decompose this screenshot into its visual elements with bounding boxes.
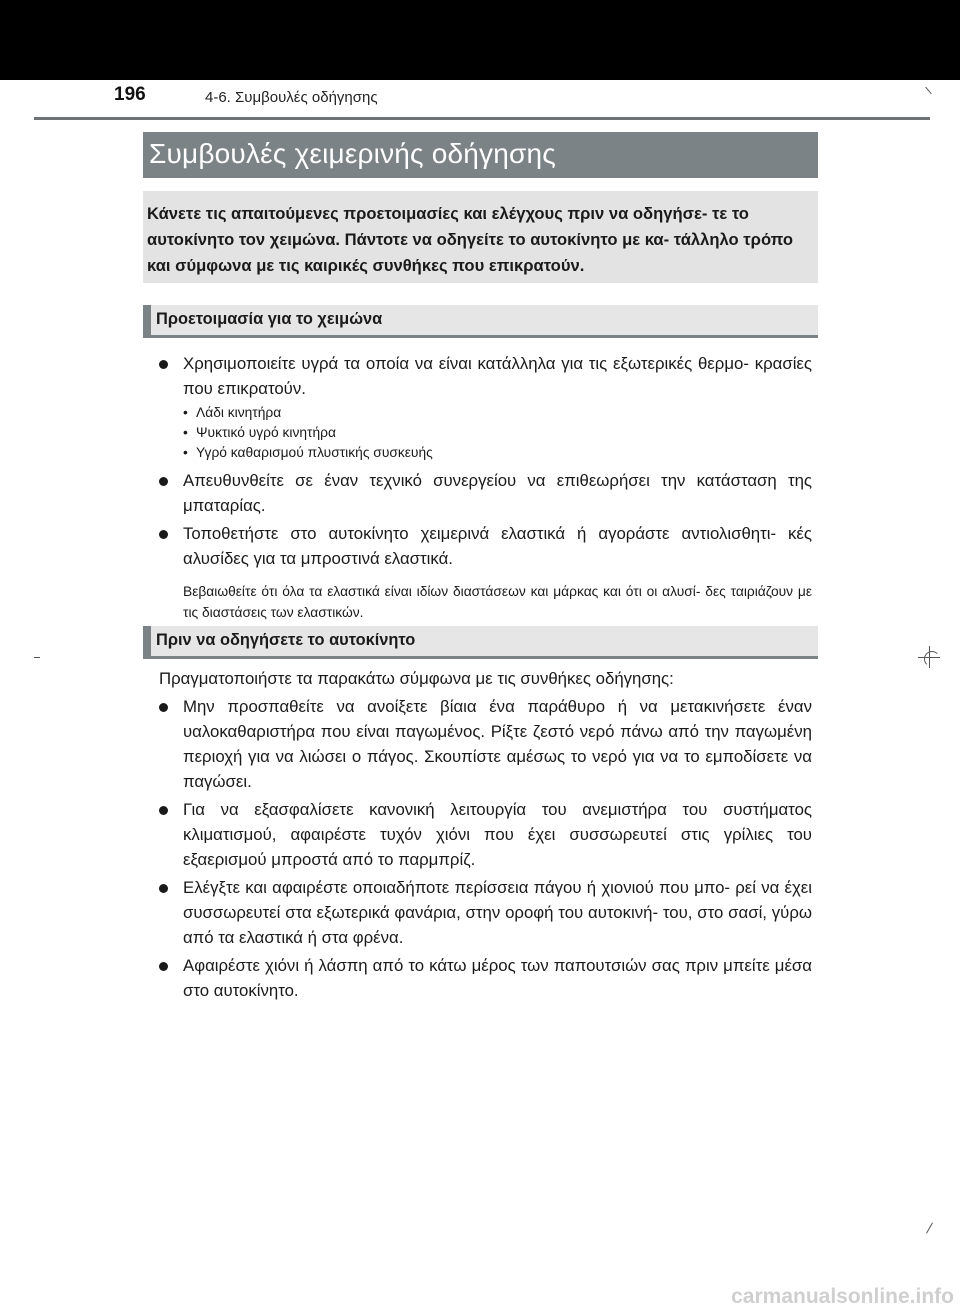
site-watermark: carmanualsonline.info (731, 1285, 954, 1308)
section-title-before-driving: Πριν να οδηγήσετε το αυτοκίνητο (156, 631, 416, 649)
list-item-text: Απευθυνθείτε σε έναν τεχνικό συνεργείου να επιθεωρήσει την κατάσταση της μπαταρίας. (183, 471, 812, 515)
list-item (159, 797, 812, 872)
section-title-winter-prep: Προετοιμασία για το χειμώνα (156, 310, 383, 328)
list-item-text: Τοποθετήστε στο αυτοκίνητο χειμερινά ελαστικά ή αγοράστε αντιολισθητι- κές αλυσίδες για τα μπροστινά ελαστικά. (183, 524, 812, 568)
sub-list-item: • Υγρό καθαρισμού πλυστικής συσκευής (183, 443, 812, 463)
bullet-icon (159, 884, 168, 893)
sub-list-item: • Ψυκτικό υγρό κινητήρα (183, 423, 812, 443)
section-header-winter-prep (143, 305, 818, 338)
list-item-text: Για να εξασφαλίσετε κανονική λειτουργία του ανεμιστήρα του συστήματος κλιματισμού, αφαιρέστε τυχόν χιόνι που έχει συσσωρευτεί στις γρίλιες του εξαερισμού μπροστά από το παρμπρίζ. (183, 800, 812, 869)
tire-note: Βεβαιωθείτε ότι όλα τα ελαστικά είναι ιδίων διαστάσεων και μάρκας και ότι οι αλυσί- δες ταιριάζουν με τις διαστάσεις των ελαστικών. (183, 584, 812, 620)
main-title: Συμβουλές χειμερινής οδήγησης (149, 138, 556, 169)
list-item (159, 351, 812, 401)
list-item-text: Αφαιρέστε χιόνι ή λάσπη από το κάτω μέρος των παπουτσιών σας πριν μπείτε μέσα στο αυτοκίνητο. (183, 956, 812, 1000)
bullet-icon (159, 703, 168, 712)
list-item (159, 953, 812, 1003)
header-rule (34, 117, 930, 120)
intro-box (143, 191, 818, 283)
list-item (159, 875, 812, 950)
bullet-icon (159, 806, 168, 815)
section-lead-text: Πραγματοποιήστε τα παρακάτω σύμφωνα με τις συνθήκες οδήγησης: (159, 669, 674, 688)
intro-text: Κάνετε τις απαιτούμενες προετοιμασίες και ελέγχους πριν να οδηγήσε- τε το αυτοκίνητο τον χειμώνα. Πάντοτε να οδηγείτε το αυτοκίνητο με κα- τάλληλο τρόπο και σύμφωνα με τις καιρικές συνθήκες που επικρατούν. (147, 204, 793, 275)
running-head: 4-6. Συμβουλές οδήγησης (205, 89, 378, 106)
list-item-text: Χρησιμοποιείτε υγρά τα οποία να είναι κατάλληλα για τις εξωτερικές θερμο- κρασίες που επικρατούν. (183, 354, 812, 398)
list-item (159, 468, 812, 518)
page-number: 196 (114, 84, 146, 105)
sub-list-item: • Λάδι κινητήρα (183, 403, 812, 423)
section-before-driving-content (159, 666, 812, 1003)
bullet-icon (159, 477, 168, 486)
bullet-icon (159, 962, 168, 971)
bullet-icon (159, 530, 168, 539)
crop-mark-left (34, 657, 40, 658)
crop-mark-top-right (925, 87, 932, 95)
main-title-bar (143, 132, 818, 178)
list-item-text: Ελέγξτε και αφαιρέστε οποιαδήποτε περίσσεια πάγου ή χιονιού που μπο- ρεί να έχει συσσωρευτεί στα εξωτερικά φανάρια, στην οροφή του αυτοκινή- του, στο σασί, γύρω από τα ελαστικά ή στα φρένα. (183, 878, 812, 947)
section-winter-prep-content (159, 351, 812, 623)
crop-mark-circle (924, 651, 940, 667)
bullet-icon (159, 360, 168, 369)
fluid-sub-list (183, 403, 812, 463)
list-item (159, 521, 812, 571)
section-header-before-driving (143, 626, 818, 659)
list-item-text: Μην προσπαθείτε να ανοίξετε βίαια ένα παράθυρο ή να μετακινήσετε έναν υαλοκαθαριστήρα που είναι παγωμένος. Ρίξτε ζεστό νερό πάνω από την παγωμένη περιοχή για να λιώσει ο πάγος. Σκουπίστε αμέσως το νερό για να το εμποδίσετε να παγώσει. (183, 697, 812, 791)
crop-mark-bottom-right (926, 1223, 933, 1234)
top-black-band (0, 0, 960, 80)
list-item (159, 694, 812, 794)
